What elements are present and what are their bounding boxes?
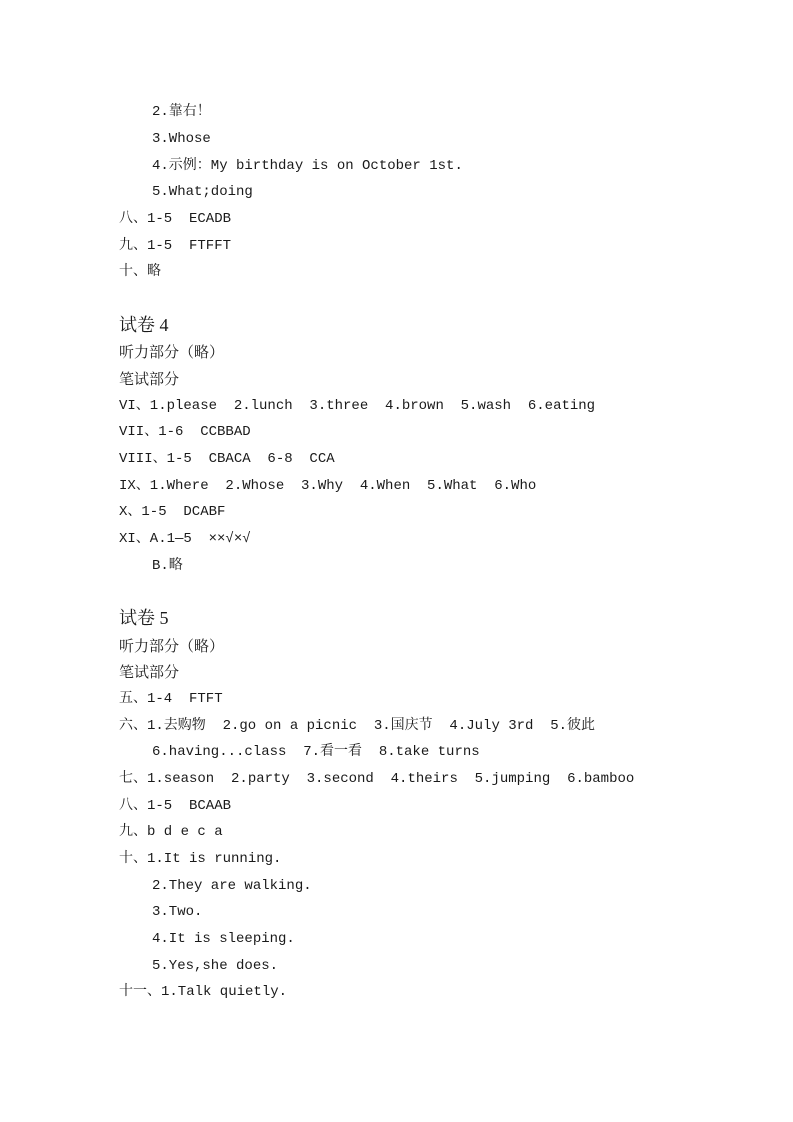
answer-line: 十一、1.Talk quietly. <box>119 984 288 1000</box>
paper-5-title: 试卷 5 <box>119 608 169 628</box>
answer-line: 2.They are walking. <box>152 878 312 894</box>
answer-line: X、1-5 DCABF <box>119 504 226 520</box>
answer-line: 十、1.It is running. <box>119 851 282 867</box>
answer-line: 2.靠右！ <box>152 104 211 120</box>
answer-line: VII、1-6 CCBBAD <box>119 424 251 440</box>
answer-line: 九、b d e c a <box>119 824 223 840</box>
paper-4-listening-label: 听力部分（略） <box>119 343 225 361</box>
answer-line: 五、1-4 FTFT <box>119 691 223 707</box>
answer-line: 九、1-5 FTFFT <box>119 238 232 254</box>
answer-line: XI、A.1—5 ××√×√ <box>119 531 251 547</box>
answer-line: VIII、1-5 CBACA 6-8 CCA <box>119 451 335 467</box>
answer-line: B.略 <box>152 558 183 574</box>
answer-line: IX、1.Where 2.Whose 3.Why 4.When 5.What 6.Who <box>119 478 537 494</box>
answer-line: 七、1.season 2.party 3.second 4.theirs 5.jumping 6.bamboo <box>119 771 635 787</box>
answer-line: 十、略 <box>119 264 161 280</box>
answer-line: 5.What;doing <box>152 184 253 200</box>
answer-line: 六、1.去购物 2.go on a picnic 3.国庆节 4.July 3rd 5.彼此 <box>119 718 596 734</box>
paper-4-title: 试卷 4 <box>119 315 169 335</box>
answer-line: 6.having...class 7.看一看 8.take turns <box>152 744 480 760</box>
answer-line: 4.示例：My birthday is on October 1st. <box>152 158 463 174</box>
paper-5-listening-label: 听力部分（略） <box>119 637 225 655</box>
paper-5-written-label: 笔试部分 <box>119 663 180 681</box>
answer-line: 5.Yes,she does. <box>152 958 279 974</box>
answer-line: VI、1.please 2.lunch 3.three 4.brown 5.wash 6.eating <box>119 398 596 414</box>
answer-line: 八、1-5 ECADB <box>119 211 232 227</box>
answer-line: 3.Whose <box>152 131 211 147</box>
answer-line: 3.Two. <box>152 904 203 920</box>
answer-line: 八、1-5 BCAAB <box>119 798 232 814</box>
paper-4-written-label: 笔试部分 <box>119 370 180 388</box>
answer-line: 4.It is sleeping. <box>152 931 295 947</box>
